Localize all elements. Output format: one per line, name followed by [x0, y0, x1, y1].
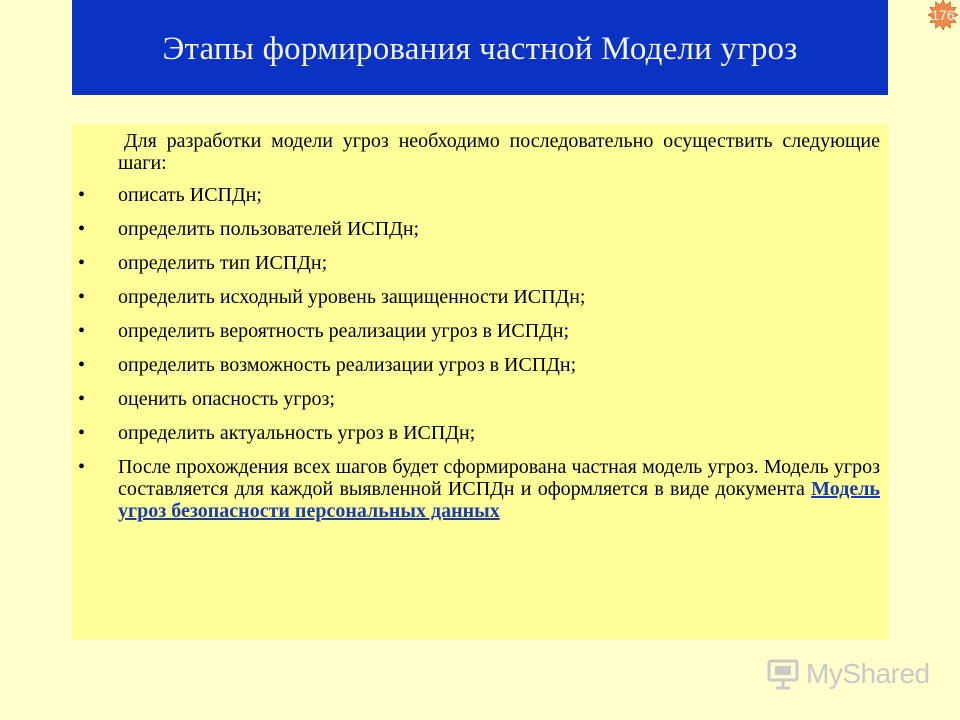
- bullet-icon: •: [78, 354, 86, 376]
- bullet-icon: •: [78, 388, 86, 410]
- bullet-icon: •: [78, 422, 86, 444]
- step-text: определить возможность реализации угроз в ИСПДн;: [118, 354, 577, 376]
- threat-model-document-link[interactable]: Модель угроз безопасности персональных данных: [118, 478, 880, 522]
- page-number-badge: [928, 0, 958, 30]
- bullet-icon: •: [78, 218, 86, 240]
- watermark: [766, 654, 930, 694]
- step-text: определить актуальность угроз в ИСПДн;: [118, 422, 476, 444]
- list-item: [78, 422, 880, 444]
- intro-paragraph: Для разработки модели угроз необходимо последовательно осуществить следующие шаги:: [118, 130, 880, 174]
- step-text: определить вероятность реализации угроз в ИСПДн;: [118, 320, 570, 342]
- step-text: определить тип ИСПДн;: [118, 252, 328, 274]
- step-text: оценить опасность угроз;: [118, 388, 335, 410]
- bullet-icon: •: [78, 456, 86, 478]
- step-text: определить пользователей ИСПДн;: [118, 218, 420, 240]
- list-item: [78, 184, 880, 206]
- list-item-final: [78, 456, 880, 522]
- content-box: [72, 124, 888, 640]
- page-number: 176: [931, 7, 955, 23]
- bullet-icon: •: [78, 286, 86, 308]
- presentation-board-icon: [766, 657, 800, 691]
- list-item: [78, 252, 880, 274]
- final-step-text: После прохождения всех шагов будет сформирована частная модель угроз. Модель угроз составляется для каждой выявленной ИСПДн и оформляется в виде документа: [118, 456, 880, 500]
- list-item: [78, 388, 880, 410]
- steps-list: [78, 184, 880, 522]
- title-banner: [72, 0, 888, 95]
- step-text: определить исходный уровень защищенности ИСПДн;: [118, 286, 586, 308]
- list-item: [78, 286, 880, 308]
- bullet-icon: •: [78, 184, 86, 206]
- slide-title: Этапы формирования частной Модели угроз: [162, 31, 798, 67]
- bullet-icon: •: [78, 320, 86, 342]
- list-item: [78, 354, 880, 376]
- watermark-text: MyShared: [806, 658, 930, 689]
- content-body: [78, 130, 880, 534]
- bullet-icon: •: [78, 252, 86, 274]
- step-text: описать ИСПДн;: [118, 184, 262, 206]
- list-item: [78, 320, 880, 342]
- list-item: [78, 218, 880, 240]
